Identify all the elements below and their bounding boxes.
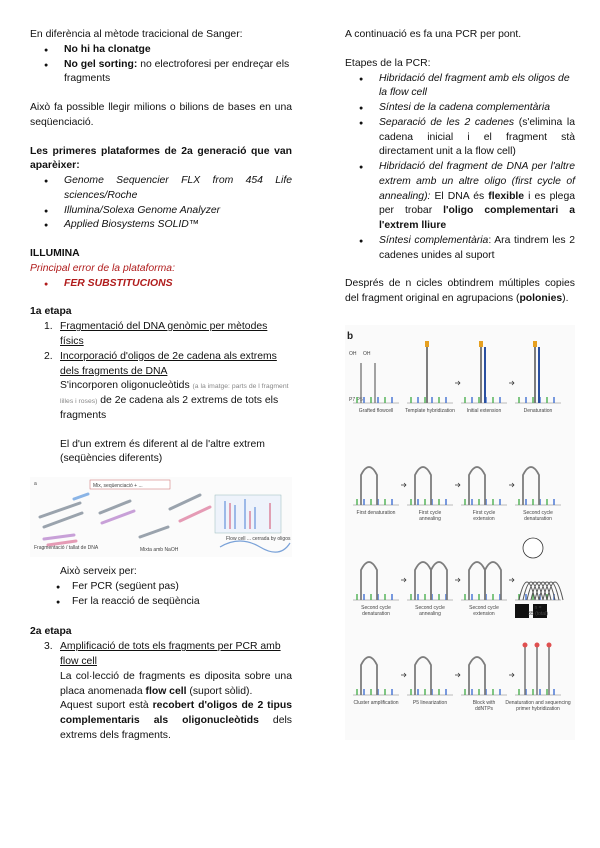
svg-text:P7 P5: P7 P5: [349, 397, 363, 404]
arrow-icon: [455, 673, 460, 677]
arrow-icon: [509, 673, 514, 677]
etapa1-list: [30, 320, 292, 467]
list-item: ● FER SUBSTITUCIONS: [30, 277, 292, 292]
serveix-list: [30, 580, 292, 610]
arrow-icon: [455, 381, 460, 385]
platforms-heading: Les primeres plataformes de 2a generació que van aparèixer:: [30, 145, 292, 172]
figure-caption: Second cycle: [415, 605, 445, 612]
list-item: ● Applied Biosystems SOLID™: [30, 218, 292, 233]
step3-para1: La col·lecció de fragments es diposita sobre una placa anomenada flow cell (suport sòlid).: [60, 670, 292, 697]
bridge-pcr-figure: [345, 325, 575, 740]
svg-text:OH: OH: [363, 351, 371, 358]
figure-caption: extension: [473, 611, 495, 618]
figure-caption: Template hybridization: [405, 408, 455, 415]
figure-caption: Denaturation: [523, 408, 553, 415]
figure-caption: Block with: [472, 700, 496, 707]
arrow-icon: [455, 578, 460, 582]
paragraph: Això fa possible llegir milions o bilions de bases en una seqüenciació.: [30, 102, 292, 128]
cluster-bridge: [543, 582, 559, 600]
primer: [523, 643, 528, 648]
arrow-icon: [455, 483, 460, 487]
fig-label: Flow cell ... cerrada by oligos: [226, 536, 291, 543]
figure-caption: First cycle: [418, 510, 442, 517]
cycle-badge: [523, 538, 543, 558]
right-column: [345, 28, 575, 740]
cluster-bridge: [547, 582, 563, 600]
list-item: 2. Incorporació d'oligos de 2e cadena als extrems dels fragments de DNA S'incorporen oligonucleòtids (a la imatge: parts de l fragment lilles i roses) de 2e cadena als 2 extrems de tots els fragments El d'un extrem és diferent al de l'altre extrem (seqüències diferents): [30, 350, 292, 467]
figure-caption: denaturation: [362, 611, 390, 618]
adapter: [533, 341, 537, 347]
figure-caption: First cycle: [472, 510, 496, 517]
figure-caption: Denaturation and sequencing: [505, 700, 571, 707]
fragmentation-figure: [30, 477, 292, 557]
serveix-label: Això serveix per:: [60, 566, 137, 578]
figure-caption: Second cycle: [469, 605, 499, 612]
pcr-steps-list: [345, 72, 575, 264]
etapes-label: Etapes de la PCR:: [345, 57, 431, 69]
list-item: ● Illumina/Solexa Genome Analyzer: [30, 204, 292, 219]
arrow-icon: [401, 483, 406, 487]
list-item: ● Fer PCR (següent pas): [30, 580, 292, 595]
list-item: ● Síntesi complementària: Ara tindrem les 2 cadenes unides al suport: [345, 234, 575, 264]
step2-para: El d'un extrem és diferent al de l'altre extrem (seqüències diferents): [60, 438, 265, 465]
left-column: [30, 28, 292, 744]
figure-caption: extension: [473, 516, 495, 523]
arrow-icon: [509, 483, 514, 487]
arrow-icon: [509, 381, 514, 385]
error-label: Principal error de la plataforma:: [30, 262, 175, 274]
panel-label: b: [347, 331, 354, 343]
etapa2-list: [30, 640, 292, 743]
list-item: ● Síntesi de la cadena complementària: [345, 101, 575, 116]
list-item: ● No hi ha clonatge: [30, 43, 292, 58]
figure-caption: ddNTPs: [474, 706, 494, 713]
figure-caption: Second cycle: [361, 605, 391, 612]
section-heading: ILLUMINA: [30, 248, 80, 260]
section-heading: 1a etapa: [30, 306, 72, 318]
arrow-icon: [509, 578, 514, 582]
paragraph: Després de n cicles obtindrem múltiples copies del fragment original en agrupacions (polonies).: [345, 278, 575, 305]
list-item: ● Hibridació del fragment de DNA per l'altre extrem amb un altre oligo (first cycle of annealing): El DNA és flexible i es plega per trobar l'oligo complementari a l'extrem lliure: [345, 160, 575, 234]
step3-para2: Aquest suport està recobert d'oligos de 2 tipus complementaris als oligonucleòtids dels extrems dels fragments.: [60, 700, 293, 741]
list-item: ● Hibridació del fragment amb els oligos de la flow cell: [345, 72, 575, 102]
figure-caption: Second cycle: [523, 510, 553, 517]
figure-caption: primer hybridization: [516, 706, 560, 713]
list-item: ● Genome Sequencier FLX from 454 Life sciences/Roche: [30, 174, 292, 204]
fig-label: Mix, seqüenciació + ...: [93, 483, 143, 490]
fig-label: Mixta amb NaOH: [140, 547, 179, 554]
svg-text:a: a: [34, 481, 37, 488]
adapter: [479, 341, 483, 347]
list-item: 1. Fragmentació del DNA genòmic per mètodes físics: [44, 321, 268, 348]
intro-text: En diferència al mètode tracicional de Sanger:: [30, 29, 243, 40]
arrow-icon: [401, 673, 406, 677]
list-item: ● Separació de les 2 cadenes (s'elimina la cadena inicial i el fragment stà directament unit a la flow cell): [345, 116, 575, 160]
arrow-icon: [401, 578, 406, 582]
primer: [547, 643, 552, 648]
list-item: 3. Amplificació de tots els fragments per PCR amb flow cell La col·lecció de fragments es diposita sobre una placa anomenada flow cell (suport sòlid). Aquest suport està recobert d'oligos de 2 tipus complementaris als oligonucleòtids dels extrems dels fragments.: [30, 640, 292, 743]
figure-caption: Grafted flowcell: [358, 408, 394, 415]
cluster-image: [515, 604, 529, 618]
error-list: [30, 277, 292, 292]
figure-caption: 35 (total): [528, 611, 548, 618]
list-item: ● Fer la reacció de seqüència: [30, 595, 292, 610]
figure-caption: First denaturation: [356, 510, 396, 517]
adapter: [425, 341, 429, 347]
figure-caption: Initial extension: [466, 408, 502, 415]
svg-text:OH: OH: [349, 351, 357, 358]
step2-text: S'incorporen oligonucleòtids (a la imatge: parts de l fragment lilles i roses) de 2e cadena als 2 extrems de tots els fragments: [60, 380, 289, 421]
section-heading: 2a etapa: [30, 626, 72, 638]
figure-caption: denaturation: [524, 516, 552, 523]
cluster-bridge: [535, 582, 551, 600]
figure-caption: Cluster amplification: [353, 700, 399, 707]
intro-list: [30, 43, 292, 87]
figure-captions: [353, 408, 570, 712]
list-item: ● No gel sorting: no electroforesi per endreçar els fragments: [30, 58, 292, 88]
figure-caption: P5 linearization: [412, 700, 448, 707]
pcr-intro: A continuació es fa una PCR per pont.: [345, 29, 522, 40]
figure-caption: n =: [534, 605, 542, 612]
fig-label: Fragmentació / tallat de DNA: [34, 545, 99, 552]
figure-caption: annealing: [419, 516, 441, 523]
platforms-list: [30, 174, 292, 233]
primer: [535, 643, 540, 648]
figure-caption: annealing: [419, 611, 441, 618]
